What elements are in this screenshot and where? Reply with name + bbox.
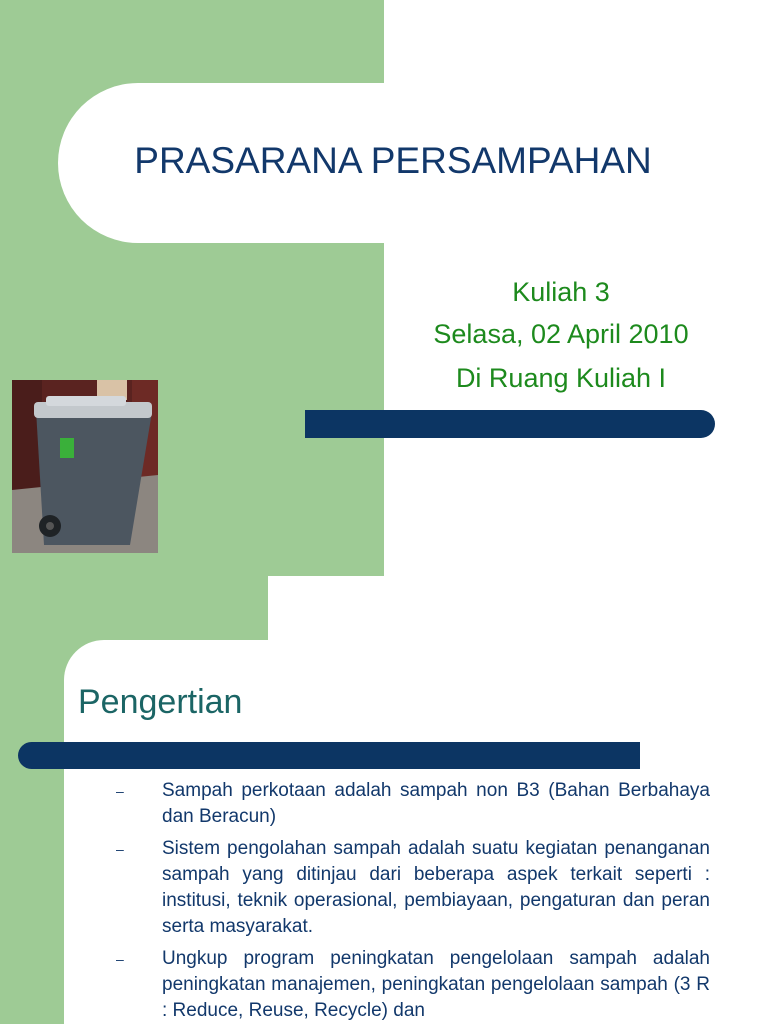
list-item-text: Sampah perkotaan adalah sampah non B3 (Bahan Berbahaya dan Beracun) xyxy=(162,780,710,827)
subtitle-line-3: Di Ruang Kuliah I xyxy=(455,363,667,393)
list-item xyxy=(110,946,710,1024)
subtitle-line-2: Selasa, 02 April 2010 xyxy=(433,319,689,349)
list-item-text: Ungkup program peningkatan pengelolaan sampah adalah peningkatan manajemen, peningkatan pengelolaan sampah (3 R : Reduce, Reuse, Recycle) dan xyxy=(162,948,710,1021)
slide-title: PRASARANA PERSAMPAHAN xyxy=(134,140,652,181)
divider-bar xyxy=(305,410,715,438)
dash-icon: – xyxy=(116,783,124,799)
heading-divider-bar xyxy=(18,742,640,769)
subtitle-line-1: Kuliah 3 xyxy=(512,277,610,307)
list-item-text: Sistem pengolahan sampah adalah suatu kegiatan penanganan sampah yang ditinjau dari beberapa aspek terkait seperti : institusi, teknik operasional, pembiayaan, pengaturan dan peran serta masyarakat. xyxy=(162,838,710,937)
wheelie-bin-photo xyxy=(12,380,158,553)
list-item xyxy=(110,778,710,830)
dash-icon: – xyxy=(116,951,124,967)
section-heading: Pengertian xyxy=(78,683,243,721)
bullet-list xyxy=(110,778,710,1030)
list-item xyxy=(110,836,710,940)
wheelie-bin-icon xyxy=(12,380,158,553)
dash-icon: – xyxy=(116,841,124,857)
